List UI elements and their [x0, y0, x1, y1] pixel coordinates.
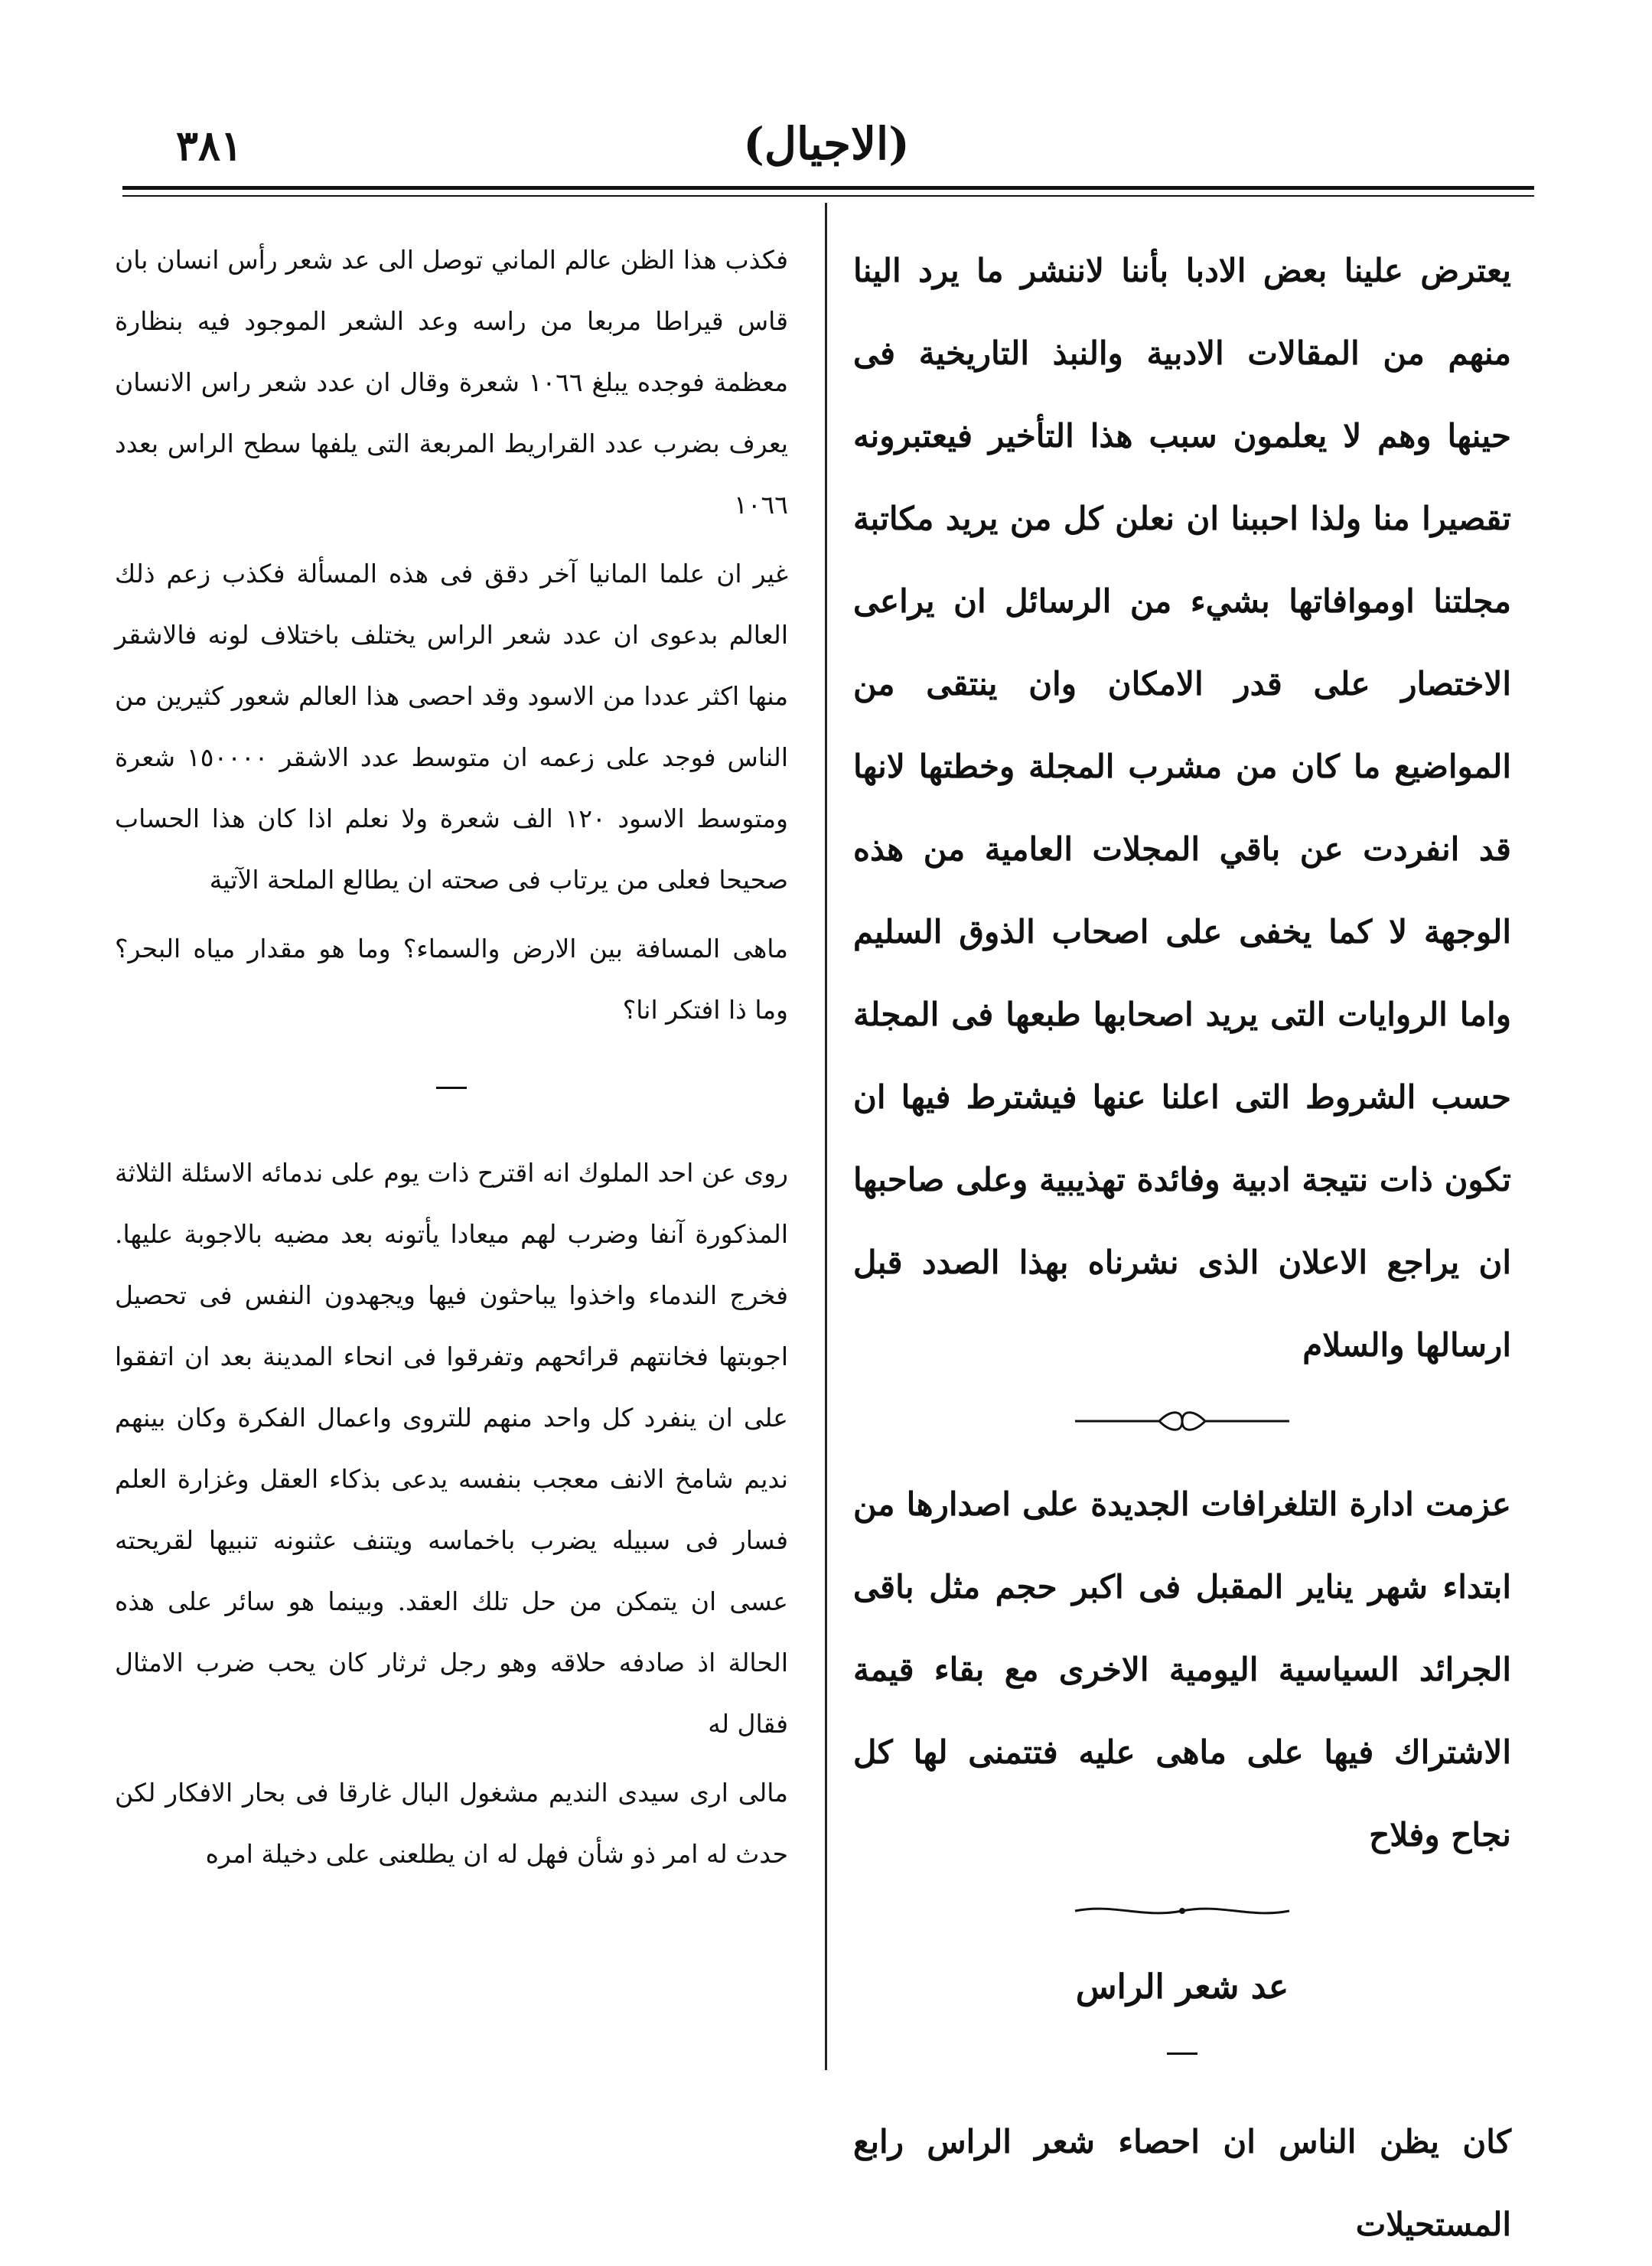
left-column: [115, 230, 788, 1893]
ornament-divider-icon: [1067, 1899, 1297, 1922]
telegraph-paragraph: عزمت ادارة التلغرافات الجديدة على اصدارها من ابتداء شهر يناير المقبل فى اكبر حجم مثل باقى الجرائد السياسية اليومية الاخرى مع بقاء قيمة الاشتراك فيها على ماهى عليه فتتمنى لها كل نجاح وفلاح: [853, 1485, 1511, 1854]
paragraph: فكذب هذا الظن عالم الماني توصل الى عد شعر رأس انسان بان قاس قيراطا مربعا من راسه وعد الشعر الموجود فيه بنظارة معظمة فوجده يبلغ ١٠٦٦ شعرة وقال ان عدد شعر راس الانسان يعرف بضرب عدد القراريط المربعة التى يلفها سطح الراس بعدد ١٠٦٦: [115, 245, 789, 520]
section-dash: [436, 1087, 467, 1089]
paragraph: مالى ارى سيدى النديم مشغول البال غارقا فى بحار الافكار لكن حدث له امر ذو شأن فهل له ان يطلعنى على دخيلة امره: [115, 1778, 788, 1869]
section-dash: [1167, 2052, 1197, 2055]
right-column: [853, 230, 1511, 2266]
running-title: (الاجيال): [743, 118, 910, 170]
paragraph: روى عن احد الملوك انه اقترح ذات يوم على ندمائه الاسئلة الثلاثة المذكورة آنفا وضرب لهم ميعادا يأتونه بعد مضيه بالاجوبة عليها. فخرج الندماء واخذوا يباحثون فيها ويجهدون النفس فى تحصيل اجوبتها فخانتهم قرائحهم وتفرقوا فى انحاء المدينة بعد ان اتفقوا على ان ينفرد كل واحد منهم للتروى واعمال الفكرة وكان بينهم نديم شامخ الانف معجب بنفسه يدعى بذكاء العقل وغزارة العلم فسار فى سبيله يضرب باخماسه ويتنف عثنونه تنبيها لقريحته عسى ان يتمكن من حل تلك العقد. وبينما هو سائر على هذه الحالة اذ صادفه حلاقه وهو رجل ثرثار كان يحب ضرب الامثال فقال له: [115, 1158, 789, 1739]
paragraph: ماهى المسافة بين الارض والسماء؟ وما هو مقدار مياه البحر؟ وما ذا افتكر انا؟: [115, 934, 788, 1025]
page-number: ٣٨١: [176, 121, 243, 170]
section-opening: كان يظن الناس ان احصاء شعر الراس رابع المستحيلات: [853, 2123, 1511, 2243]
ornament-divider-icon: [1067, 1410, 1297, 1433]
section-title: عد شعر الراس: [1075, 1968, 1289, 2007]
notice-paragraph: يعترض علينا بعض الادبا بأننا لاننشر ما يرد الينا منهم من المقالات الادبية والنبذ التاريخية فى حينها وهم لا يعلمون سبب هذا التأخير فيعتبرونه تقصيرا منا ولذا احببنا ان نعلن كل من يريد مكاتبة مجلتنا اوموافاتها بشيء من الرسائل ان يراعى الاختصار على قدر الامكان وان ينتقى من المواضيع ما كان من مشرب المجلة وخطتها لانها قد انفردت عن باقي المجلات العامية من هذه الوجهة لا كما يخفى على اصحاب الذوق السليم واما الروايات التى يريد اصحابها طبعها فى المجلة حسب الشروط التى اعلنا عنها فيشترط فيها ان تكون ذات نتيجة ادبية وفائدة تهذيبية وعلى صاحبها ان يراجع الاعلان الذى نشرناه بهذا الصدد قبل ارسالها والسلام: [853, 252, 1511, 1364]
header-rule-thick: [122, 186, 1534, 190]
column-divider: [825, 203, 827, 2070]
paragraph: غير ان علما المانيا آخر دقق فى هذه المسألة فكذب زعم ذلك العالم بدعوى ان عدد شعر الراس يختلف باختلاف لونه فالاشقر منها اكثر عددا من الاسود وقد احصى هذا العالم شعور كثيرين من الناس فوجد على زعمه ان متوسط عدد الاشقر ١٥٠٠٠٠ شعرة ومتوسط الاسود ١٢٠ الف شعرة ولا نعلم اذا كان هذا الحساب صحيحا فعلى من يرتاب فى صحته ان يطالع الملحة الآتية: [115, 559, 789, 895]
page-header: [115, 115, 1538, 176]
header-rule-thin: [122, 195, 1534, 197]
